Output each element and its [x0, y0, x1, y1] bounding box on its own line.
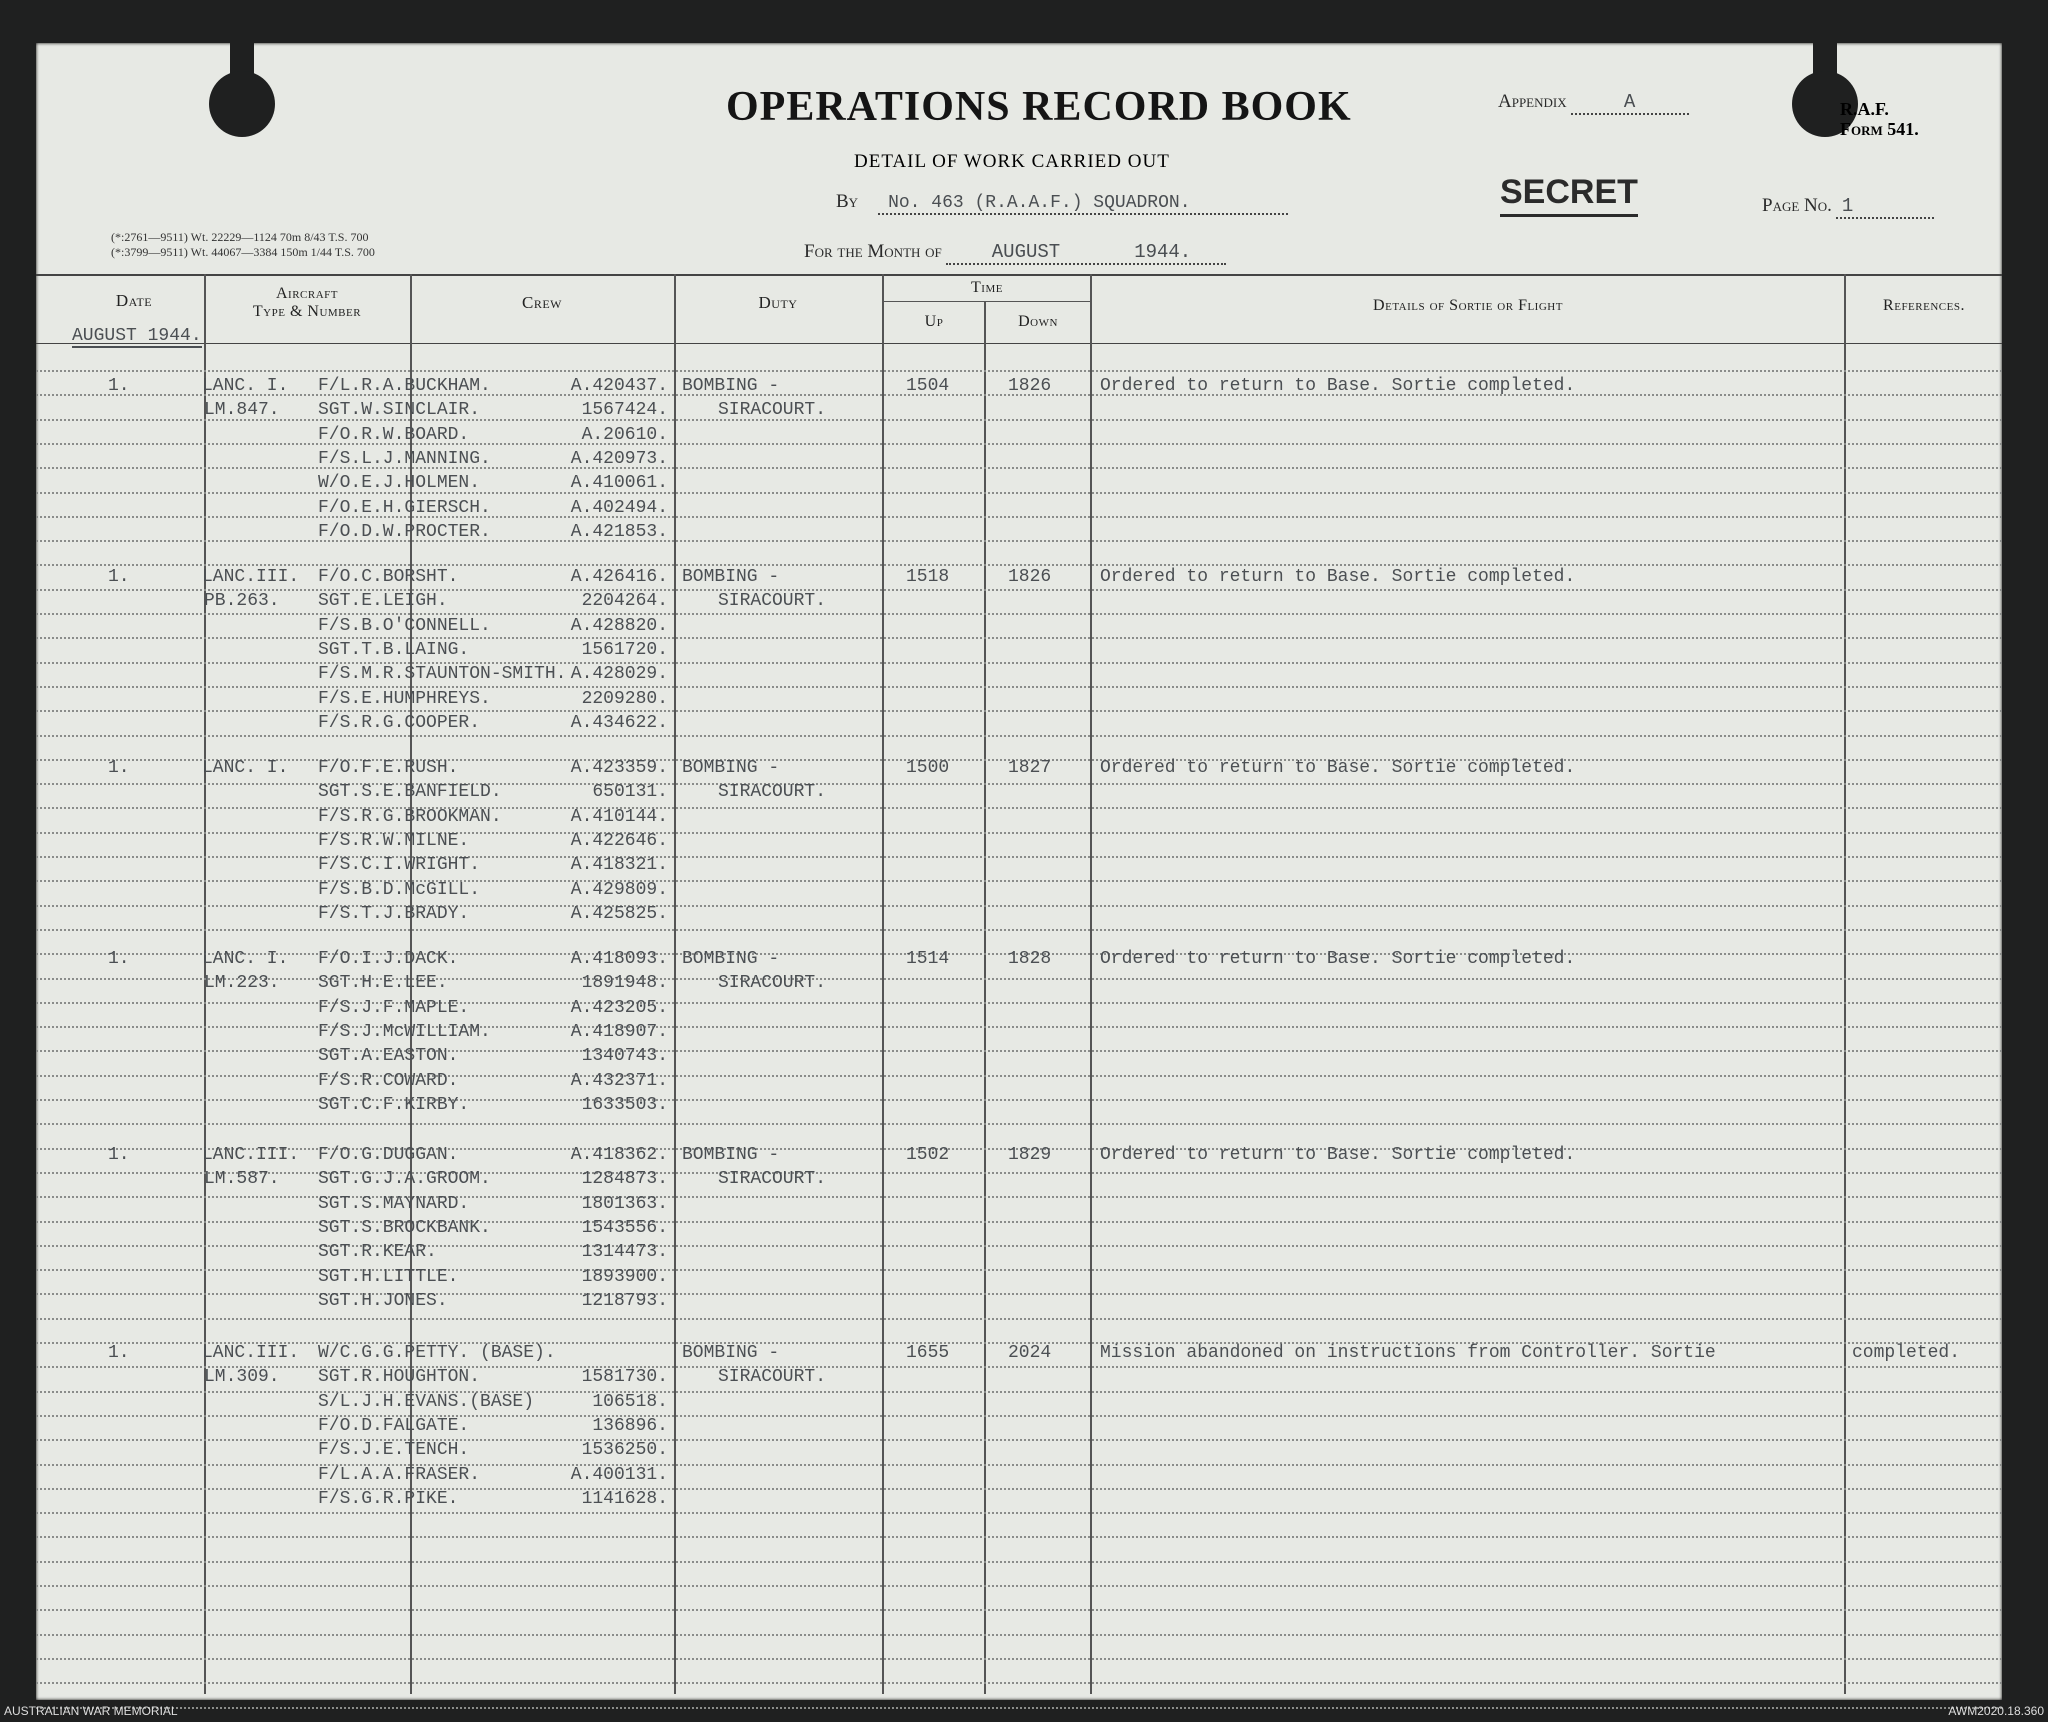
crew-service-number: 1218793.	[581, 1290, 668, 1311]
crew-member-name: F/O.D.FALGATE.	[318, 1415, 470, 1436]
col-aircraft	[204, 285, 410, 321]
crew-member-name: W/C.G.G.PETTY. (BASE).	[318, 1343, 556, 1363]
duty-target: SIRACOURT.	[718, 1367, 827, 1388]
time-up: 1518	[906, 567, 950, 587]
col-divider	[674, 274, 676, 1694]
ruled-line	[36, 370, 2002, 372]
crew-member-name: SGT.S.E.BANFIELD.	[318, 782, 502, 803]
duty-type: BOMBING -	[682, 376, 780, 396]
month-heading: AUGUST 1944.	[72, 326, 202, 346]
crew-service-number: A.428820.	[570, 615, 668, 636]
crew-service-number: A.422646.	[570, 830, 668, 851]
col-date: Date	[115, 291, 153, 310]
crew-service-number: A.429809.	[570, 879, 668, 900]
crew-member-name: F/S.R.W.MILNE.	[318, 830, 470, 851]
crew-member-name: F/O.G.DUGGAN.	[318, 1145, 459, 1165]
crew-service-number: 650131.	[592, 782, 668, 803]
ruled-line	[36, 1634, 2002, 1636]
appendix-label: Appendix	[1498, 91, 1567, 112]
crew-service-number: A.400131.	[570, 1464, 668, 1485]
crew-member-name: W/O.E.J.HOLMEN.	[318, 473, 481, 494]
aircraft-number: PB.263.	[204, 591, 280, 612]
crew-member-name: F/S.R.COWARD.	[318, 1070, 459, 1091]
sortie-details: Ordered to return to Base. Sortie completed.	[1100, 1145, 1576, 1165]
table-top-rule	[36, 274, 2002, 276]
duty-type: BOMBING -	[682, 949, 780, 969]
crew-member-name: SGT.W.SINCLAIR.	[318, 400, 481, 421]
crew-member-name: SGT.S.BROCKBANK.	[318, 1217, 491, 1238]
crew-service-number: 1581730.	[581, 1367, 668, 1388]
duty-type: BOMBING -	[682, 758, 780, 778]
aircraft-number: LM.587.	[204, 1169, 280, 1190]
crew-member-name: F/O.C.BORSHT.	[318, 567, 459, 587]
time-up: 1504	[906, 376, 950, 396]
duty-target: SIRACOURT.	[718, 782, 827, 803]
crew-member-name: F/S.B.O'CONNELL.	[318, 615, 491, 636]
crew-member-name: F/S.L.J.MANNING.	[318, 448, 491, 469]
crew-service-number: A.418907.	[570, 1021, 668, 1042]
crew-member-name: F/S.J.F.MAPLE.	[318, 997, 470, 1018]
subtitle: DETAIL OF WORK CARRIED OUT	[854, 151, 1170, 172]
crew-service-number: 1314473.	[581, 1242, 668, 1263]
sortie-date: 1.	[108, 1343, 130, 1363]
duty-type: BOMBING -	[682, 1145, 780, 1165]
col-crew: Crew	[522, 293, 562, 312]
crew-service-number: A.426416.	[570, 567, 668, 587]
ruled-line	[36, 1536, 2002, 1538]
ruled-line	[36, 1658, 2002, 1660]
crew-service-number: A.418362.	[570, 1145, 668, 1165]
ruled-line	[36, 735, 2002, 737]
sortie-details: Mission abandoned on instructions from Controller. Sortie	[1100, 1343, 1716, 1363]
crew-service-number: A.410144.	[570, 806, 668, 827]
form-number	[1840, 99, 1919, 139]
crew-service-number: 1536250.	[581, 1440, 668, 1461]
footer-archive-name: AUSTRALIAN WAR MEMORIAL	[4, 1704, 178, 1718]
month-field	[804, 241, 1226, 265]
ruled-line	[36, 929, 2002, 931]
col-divider	[1844, 274, 1846, 1694]
ruled-line	[36, 1512, 2002, 1514]
crew-member-name: F/S.J.E.TENCH.	[318, 1440, 470, 1461]
crew-member-name: SGT.H.E.LEE.	[318, 973, 448, 994]
page-label: Page No.	[1762, 195, 1832, 216]
time-up: 1502	[906, 1145, 950, 1165]
col-duty: Duty	[758, 293, 798, 312]
crew-member-name: F/O.D.W.PROCTER.	[318, 521, 491, 542]
time-up: 1655	[906, 1343, 950, 1363]
crew-service-number: 136896.	[592, 1415, 668, 1436]
time-sub-rule	[882, 301, 1092, 302]
crew-service-number: 1893900.	[581, 1266, 668, 1287]
crew-service-number: 1567424.	[581, 400, 668, 421]
crew-member-name: F/O.I.J.DACK.	[318, 949, 459, 969]
crew-service-number: A.410061.	[570, 473, 668, 494]
crew-member-name: SGT.G.J.A.GROOM.	[318, 1169, 491, 1190]
col-aircraft-sub: Type & Number	[252, 303, 362, 320]
crew-member-name: F/O.F.E.RUSH.	[318, 758, 459, 778]
ruled-line	[36, 1609, 2002, 1611]
by-field	[836, 191, 1288, 215]
crew-service-number: A.432371.	[570, 1070, 668, 1091]
crew-member-name: F/S.B.D.McGILL.	[318, 879, 481, 900]
crew-member-name: F/S.M.R.STAUNTON-SMITH.	[318, 664, 567, 685]
sortie-details: Ordered to return to Base. Sortie completed.	[1100, 567, 1576, 587]
crew-service-number: 1891948.	[581, 973, 668, 994]
col-divider	[984, 301, 986, 1694]
printer-imprint	[111, 230, 375, 260]
crew-service-number: A.20610.	[581, 424, 668, 445]
crew-service-number: A.418093.	[570, 949, 668, 969]
by-label: By	[836, 191, 859, 212]
crew-member-name: SGT.T.B.LAING.	[318, 639, 470, 660]
crew-member-name: F/S.J.McWILLIAM.	[318, 1021, 491, 1042]
crew-member-name: SGT.A.EASTON.	[318, 1046, 459, 1067]
crew-member-name: F/S.R.G.COOPER.	[318, 712, 481, 733]
crew-service-number: A.434622.	[570, 712, 668, 733]
aircraft-type: LANC. I.	[202, 758, 289, 778]
crew-member-name: F/S.G.R.PIKE.	[318, 1488, 459, 1509]
aircraft-type: LANC.III.	[202, 1145, 300, 1165]
sortie-date: 1.	[108, 376, 130, 396]
crew-service-number: 1141628.	[581, 1488, 668, 1509]
sortie-date: 1.	[108, 758, 130, 778]
crew-service-number: 1633503.	[581, 1094, 668, 1115]
sortie-reference: completed.	[1852, 1343, 1961, 1363]
sortie-details: Ordered to return to Base. Sortie completed.	[1100, 376, 1576, 396]
page-number-field	[1762, 195, 1934, 219]
ruled-line	[36, 1585, 2002, 1587]
squadron-value: No. 463 (R.A.A.F.) SQUADRON.	[888, 193, 1191, 213]
crew-service-number: 1561720.	[581, 639, 668, 660]
record-sheet	[36, 43, 2002, 1700]
ruled-line	[36, 1318, 2002, 1320]
time-down: 2024	[1008, 1343, 1052, 1363]
page-number-value: 1	[1841, 195, 1854, 217]
sortie-details: Ordered to return to Base. Sortie completed.	[1100, 758, 1576, 778]
appendix-value: A	[1623, 91, 1636, 113]
crew-member-name: F/O.E.H.GIERSCH.	[318, 497, 491, 518]
col-aircraft-title: Aircraft	[275, 285, 338, 302]
aircraft-number: LM.847.	[204, 400, 280, 421]
crew-service-number: 1801363.	[581, 1193, 668, 1214]
aircraft-number: LM.309.	[204, 1367, 280, 1388]
crew-service-number: 1543556.	[581, 1217, 668, 1238]
crew-service-number: 1340743.	[581, 1046, 668, 1067]
form-line-raf: R.A.F.	[1840, 99, 1889, 119]
col-details: Details of Sortie or Flight	[1373, 297, 1563, 314]
footer-archive-ref: AWM2020.18.360	[1948, 1704, 2044, 1718]
crew-member-name: F/S.E.HUMPHREYS.	[318, 688, 491, 709]
month-label: For the Month of	[804, 241, 942, 262]
sortie-details: Ordered to return to Base. Sortie completed.	[1100, 949, 1576, 969]
page-title: OPERATIONS RECORD BOOK	[726, 84, 1352, 130]
ruled-line	[36, 1123, 2002, 1125]
ruled-line	[36, 1682, 2002, 1684]
aircraft-type: LANC.III.	[202, 1343, 300, 1363]
crew-service-number: A.428029.	[570, 664, 668, 685]
sortie-date: 1.	[108, 567, 130, 587]
col-time-up: Up	[924, 313, 944, 330]
aircraft-type: LANC. I.	[202, 949, 289, 969]
sortie-date: 1.	[108, 1145, 130, 1165]
crew-service-number: 2209280.	[581, 688, 668, 709]
aircraft-type: LANC.III.	[202, 567, 300, 587]
time-down: 1827	[1008, 758, 1052, 778]
crew-service-number: A.420973.	[570, 448, 668, 469]
crew-member-name: SGT.C.F.KIRBY.	[318, 1094, 470, 1115]
form-line-number: Form 541.	[1840, 119, 1919, 139]
crew-member-name: F/L.R.A.BUCKHAM.	[318, 376, 491, 396]
crew-member-name: SGT.E.LEIGH.	[318, 591, 448, 612]
crew-member-name: SGT.R.HOUGHTON.	[318, 1367, 481, 1388]
aircraft-number: LM.223.	[204, 973, 280, 994]
col-divider	[882, 274, 884, 1694]
printer-line-2: (*:3799—9511) Wt. 44067—3384 150m 1/44 T.S. 700	[111, 245, 375, 259]
duty-target: SIRACOURT.	[718, 591, 827, 612]
binder-hole-left	[209, 71, 275, 137]
crew-service-number: A.421853.	[570, 521, 668, 542]
time-down: 1828	[1008, 949, 1052, 969]
crew-member-name: F/S.T.J.BRADY.	[318, 903, 470, 924]
time-up: 1514	[906, 949, 950, 969]
crew-service-number: A.418321.	[570, 855, 668, 876]
duty-target: SIRACOURT.	[718, 973, 827, 994]
duty-type: BOMBING -	[682, 567, 780, 587]
crew-service-number: A.402494.	[570, 497, 668, 518]
crew-member-name: F/S.R.G.BROOKMAN.	[318, 806, 502, 827]
time-up: 1500	[906, 758, 950, 778]
crew-service-number: A.420437.	[570, 376, 668, 396]
year-value: 1944.	[1134, 241, 1192, 263]
col-references: References.	[1883, 297, 1965, 314]
crew-member-name: S/L.J.H.EVANS.(BASE)	[318, 1391, 535, 1412]
crew-member-name: SGT.H.JONES.	[318, 1290, 448, 1311]
crew-service-number: 106518.	[592, 1391, 668, 1412]
duty-target: SIRACOURT.	[718, 1169, 827, 1190]
time-down: 1826	[1008, 567, 1052, 587]
col-divider	[1090, 274, 1092, 1694]
crew-member-name: F/S.C.I.WRIGHT.	[318, 855, 481, 876]
crew-member-name: F/L.A.A.FRASER.	[318, 1464, 481, 1485]
crew-member-name: F/O.R.W.BOARD.	[318, 424, 470, 445]
crew-service-number: 1284873.	[581, 1169, 668, 1190]
crew-member-name: SGT.H.LITTLE.	[318, 1266, 459, 1287]
table-header-rule	[36, 343, 2002, 344]
crew-member-name: SGT.R.KEAR.	[318, 1242, 437, 1263]
duty-type: BOMBING -	[682, 1343, 780, 1363]
col-time-down: Down	[1018, 313, 1058, 330]
aircraft-type: LANC. I.	[202, 376, 289, 396]
crew-service-number: A.425825.	[570, 903, 668, 924]
ruled-line	[36, 1561, 2002, 1563]
time-down: 1829	[1008, 1145, 1052, 1165]
secret-stamp: SECRET	[1500, 173, 1638, 217]
crew-service-number: 2204264.	[581, 591, 668, 612]
duty-target: SIRACOURT.	[718, 400, 827, 421]
crew-member-name: SGT.S.MAYNARD.	[318, 1193, 470, 1214]
crew-service-number: A.423205.	[570, 997, 668, 1018]
crew-service-number: A.423359.	[570, 758, 668, 778]
ruled-line	[36, 1707, 2002, 1709]
time-down: 1826	[1008, 376, 1052, 396]
month-value: AUGUST	[991, 241, 1061, 263]
appendix-field	[1498, 91, 1689, 115]
col-time: Time	[971, 279, 1003, 296]
printer-line-1: (*:2761—9511) Wt. 22229—1124 70m 8/43 T.S. 700	[111, 230, 369, 244]
sortie-date: 1.	[108, 949, 130, 969]
